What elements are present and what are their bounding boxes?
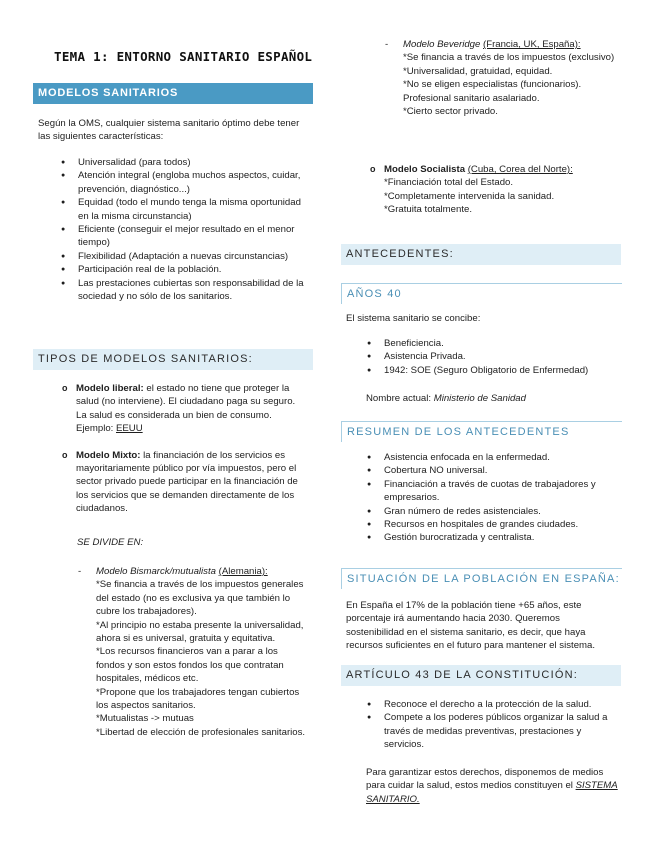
articulo-list xyxy=(364,698,618,752)
mixto-label: Modelo Mixto: xyxy=(76,449,141,461)
bismarck-line: *Se financia a través de los impuestos generales del estado (no es exclusiva ya que también lo cubre los trabajadores). xyxy=(96,579,304,618)
section-header-tipos: TIPOS DE MODELOS SANITARIOS: xyxy=(33,349,313,370)
bismarck-country: (Alemania): xyxy=(218,566,268,577)
list-item: ● Flexibilidad (Adaptación a nuevas circunstancias) xyxy=(58,250,310,263)
list-item-liberal xyxy=(62,382,308,436)
beveridge-line: Profesional sanitario asalariado. xyxy=(403,92,540,104)
beveridge-line: *Cierto sector privado. xyxy=(403,106,498,118)
list-item: ● Recursos en hospitales de grandes ciudades. xyxy=(364,518,620,531)
tipos-list xyxy=(62,382,308,516)
section-header-antecedentes: ANTECEDENTES: xyxy=(341,244,621,265)
liberal-label: Modelo liberal: xyxy=(76,383,144,394)
anos-intro: El sistema sanitario se concibe: xyxy=(346,313,481,324)
list-item: ● Gestión burocratizada y centralista. xyxy=(364,531,620,544)
liberal-text: el estado no tiene que proteger la salud (no interviene). El ciudadano paga su seguro. La salud es considerada un bien de consumo. Ejemplo: xyxy=(76,383,296,435)
beveridge-country: (Francia, UK, España): xyxy=(483,39,581,50)
closing-text: Para garantizar estos derechos, disponemos de medios para cuidar la salud, estos medios constituyen el xyxy=(366,767,604,792)
list-item: ● Gran número de redes asistenciales. xyxy=(364,505,620,518)
socialista-line: *Completamente intervenida la sanidad. xyxy=(384,190,555,202)
list-item: ● Asistencia enfocada en la enfermedad. xyxy=(364,451,620,464)
list-item: ● Beneficiencia. xyxy=(364,337,620,350)
socialista-line: *Financiación total del Estado. xyxy=(384,177,514,189)
socialista-lines xyxy=(384,176,620,216)
bismarck-line: *Libertad de elección de profesionales sanitarios. xyxy=(96,726,306,738)
list-item: ● Participación real de la población. xyxy=(58,263,310,276)
list-item: ● Atención integral (engloba muchos aspectos, cuidar, prevención, diagnóstico...) xyxy=(58,169,310,196)
list-item: ● Equidad (todo el mundo tenga la misma oportunidad en la misma circunstancia) xyxy=(58,196,310,223)
list-item: ● Las prestaciones cubiertas son responsabilidad de la sociedad y no sólo de los sanitarios. xyxy=(58,277,310,304)
bismarck-line: *Propone que los trabajadores tengan cubiertos los aspectos sanitarios. xyxy=(96,686,300,712)
closing-term: SISTEMA SANITARIO. xyxy=(366,780,618,805)
beveridge-line: *Universalidad, gratuidad, equidad. xyxy=(403,65,553,77)
anos-list xyxy=(364,337,620,377)
modelos-list xyxy=(58,156,310,303)
socialista-country: (Cuba, Corea del Norte): xyxy=(467,164,573,175)
list-item: ● Eficiente (conseguir el mejor resultado en el menor tiempo) xyxy=(58,223,310,250)
beveridge-line: *No se eligen especialistas (funcionarios). xyxy=(403,79,582,91)
articulo-closing xyxy=(366,766,620,806)
bismarck-label: Modelo Bismarck/mutualista xyxy=(96,566,216,577)
list-item: ● Compete a los poderes públicos organizar la salud a través de medidas preventivas, prestaciones y servicios. xyxy=(364,711,618,751)
beveridge-block xyxy=(403,38,618,118)
situacion-text: En España el 17% de la población tiene +65 años, este porcentaje irá aumentando hacia 2030. Queremos sostenibilidad en el sistema sanitario, es decir, que haya recursos suficientes en el futuro para mantener el sistema. xyxy=(346,600,596,652)
resumen-list xyxy=(364,451,620,545)
nombre-label: Nombre actual: xyxy=(366,393,434,404)
beveridge-lines xyxy=(403,51,618,118)
beveridge-label: Modelo Beveridge xyxy=(403,39,481,50)
beveridge-line: *Se financia a través de los impuestos (exclusivo) xyxy=(403,52,615,64)
list-item-socialista xyxy=(370,163,620,217)
mixto-text: la financiación de los servicios es mayoritariamente público por vía impuestos, pero el sector privado puede participar en la financiación de los servicios que se demanden directamente de los ciudadanos. xyxy=(76,449,298,515)
bismarck-block xyxy=(96,565,308,739)
section-header-modelos: MODELOS SANITARIOS xyxy=(33,83,313,104)
socialista-line: *Gratuita totalmente. xyxy=(384,204,472,216)
list-item: ● Universalidad (para todos) xyxy=(58,156,310,169)
bismarck-line: *Al principio no estaba presente la universalidad, ahora si es universal, gratuita y equitativa. xyxy=(96,619,304,645)
section-header-articulo: ARTÍCULO 43 DE LA CONSTITUCIÓN: xyxy=(341,665,621,686)
page-title: TEMA 1: ENTORNO SANITARIO ESPAÑOL xyxy=(54,49,313,64)
liberal-example: EEUU xyxy=(116,423,143,435)
list-item: ● Reconoce el derecho a la protección de la salud. xyxy=(364,698,618,711)
subheader-anos-40: AÑOS 40 xyxy=(341,283,622,304)
bismarck-line: *Mutualistas -> mutuas xyxy=(96,713,194,725)
socialista-list xyxy=(370,163,620,217)
list-item: ● Cobertura NO universal. xyxy=(364,464,620,477)
nombre-value: Ministerio de Sanidad xyxy=(433,393,526,404)
list-item: ● 1942: SOE (Seguro Obligatorio de Enfermedad) xyxy=(364,364,620,377)
nombre-actual xyxy=(366,392,526,405)
bismarck-line: *Los recursos financieros van a parar a los fondos y son estos fondos los que contratan hospitales, médicos etc. xyxy=(96,646,284,685)
subheader-resumen: RESUMEN DE LOS ANTECEDENTES xyxy=(341,421,622,442)
section-header-situacion: SITUACIÓN DE LA POBLACIÓN EN ESPAÑA: xyxy=(341,568,622,589)
se-divide-label: SE DIVIDE EN: xyxy=(77,537,144,548)
list-item: ● Asistencia Privada. xyxy=(364,350,620,363)
list-item: ● Financiación a través de cuotas de trabajadores y empresarios. xyxy=(364,478,620,505)
list-item-mixto xyxy=(62,449,308,516)
bismarck-lines xyxy=(96,578,308,739)
socialista-label: Modelo Socialista xyxy=(384,164,466,175)
modelos-intro: Según la OMS, cualquier sistema sanitario óptimo debe tener las siguientes características: xyxy=(38,118,300,143)
